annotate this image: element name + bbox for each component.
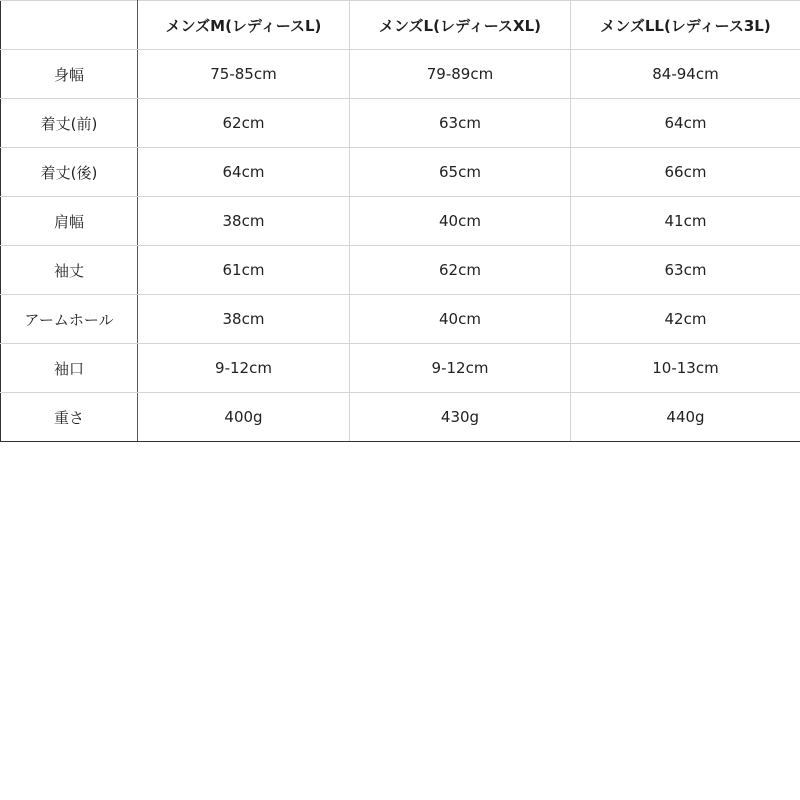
table-cell: 75-85cm xyxy=(138,50,350,99)
table-cell: 65cm xyxy=(350,148,571,197)
table-cell: 440g xyxy=(571,393,800,442)
table-cell: 64cm xyxy=(571,99,800,148)
table-cell: 79-89cm xyxy=(350,50,571,99)
table-cell: 63cm xyxy=(350,99,571,148)
table-cell: 42cm xyxy=(571,295,800,344)
column-header-l: メンズL(レディースXL) xyxy=(350,1,571,50)
table-cell: 38cm xyxy=(138,197,350,246)
row-label: 肩幅 xyxy=(1,197,138,246)
table-cell: 9-12cm xyxy=(138,344,350,393)
row-label: 着丈(後) xyxy=(1,148,138,197)
row-label: 身幅 xyxy=(1,50,138,99)
table-cell: 40cm xyxy=(350,197,571,246)
table-cell: 400g xyxy=(138,393,350,442)
table-cell: 66cm xyxy=(571,148,800,197)
row-label: 着丈(前) xyxy=(1,99,138,148)
table-cell: 41cm xyxy=(571,197,800,246)
table-cell: 38cm xyxy=(138,295,350,344)
table-cell: 64cm xyxy=(138,148,350,197)
row-label: 袖口 xyxy=(1,344,138,393)
table-cell: 10-13cm xyxy=(571,344,800,393)
table-cell: 40cm xyxy=(350,295,571,344)
column-header-m: メンズM(レディースL) xyxy=(138,1,350,50)
row-label: アームホール xyxy=(1,295,138,344)
row-label: 重さ xyxy=(1,393,138,442)
table-cell: 9-12cm xyxy=(350,344,571,393)
table-row xyxy=(1,50,800,99)
table-cell: 430g xyxy=(350,393,571,442)
row-label: 袖丈 xyxy=(1,246,138,295)
table-row xyxy=(1,99,800,148)
table-header-row xyxy=(1,1,800,50)
table-cell: 84-94cm xyxy=(571,50,800,99)
table-cell: 62cm xyxy=(350,246,571,295)
header-corner-cell xyxy=(1,1,138,50)
table-row xyxy=(1,197,800,246)
table-row xyxy=(1,393,800,442)
table-row xyxy=(1,148,800,197)
column-header-ll: メンズLL(レディース3L) xyxy=(571,1,800,50)
table-cell: 61cm xyxy=(138,246,350,295)
table-cell: 62cm xyxy=(138,99,350,148)
table-row xyxy=(1,344,800,393)
table-cell: 63cm xyxy=(571,246,800,295)
table-row xyxy=(1,246,800,295)
table-row xyxy=(1,295,800,344)
